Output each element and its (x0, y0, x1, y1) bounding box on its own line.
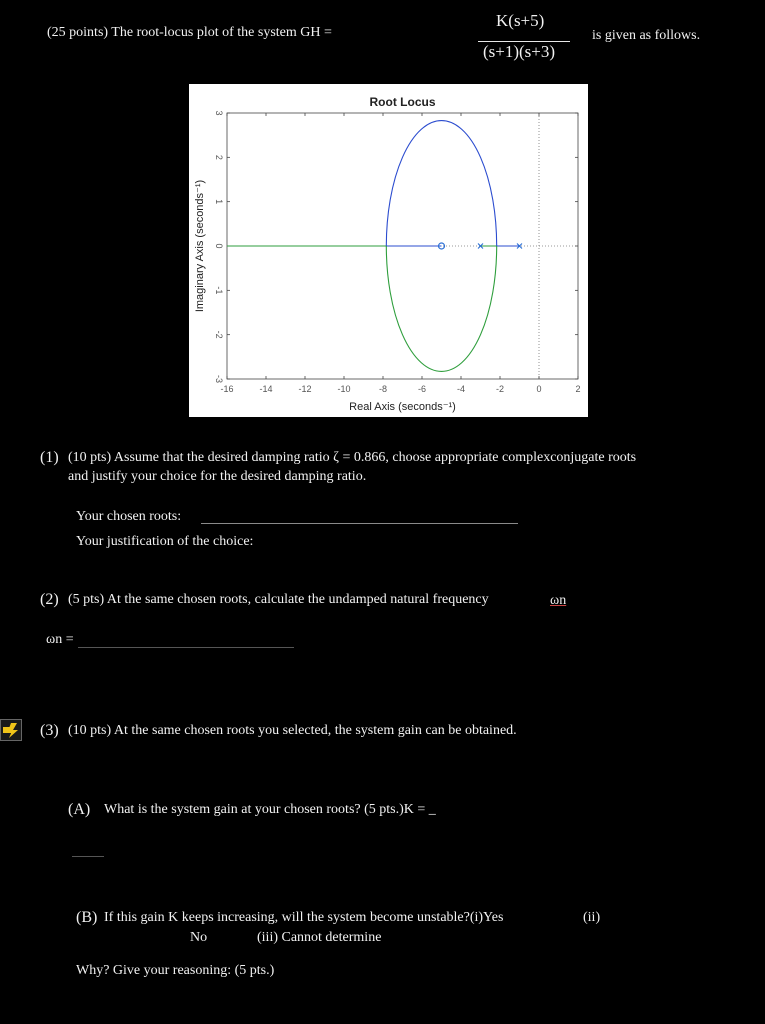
y-tick-label: -3 (214, 374, 224, 384)
omega-n-symbol: ωn (550, 593, 567, 608)
omega-n-label: ωn = (46, 632, 74, 647)
omega-answer-line[interactable] (78, 647, 294, 648)
x-tick-label: -16 (220, 384, 234, 394)
problem-intro: (25 points) The root-locus plot of the system GH = (47, 25, 332, 40)
y-tick-label: 2 (214, 154, 224, 160)
tf-numerator: K(s+5) (496, 11, 545, 30)
y-tick-label: -1 (214, 286, 224, 295)
x-tick-label: -4 (456, 384, 466, 394)
part1-text-line2: and justify your choice for the desired damping ratio. (68, 469, 367, 484)
option-ii[interactable]: (ii) (583, 910, 601, 925)
gain-answer-line[interactable] (72, 856, 104, 857)
reasoning-label: Why? Give your reasoning: (5 pts.) (76, 963, 275, 978)
option-no[interactable]: No (190, 930, 208, 945)
part1-number: (1) (40, 449, 59, 466)
y-axis-label: Imaginary Axis (seconds⁻¹) (194, 179, 206, 313)
y-tick-label: 1 (214, 199, 224, 205)
x-tick-label: -14 (259, 384, 273, 394)
roots-label: Your chosen roots: (76, 509, 182, 524)
roots-answer-line[interactable] (201, 523, 518, 524)
justification-label: Your justification of the choice: (76, 534, 254, 549)
part3b-text: If this gain K keeps increasing, will the system become unstable?(i)Yes (104, 910, 504, 925)
x-tick-label: -8 (378, 384, 388, 394)
part3a-text: What is the system gain at your chosen roots? (5 pts.)K = _ (104, 802, 436, 817)
problem-intro-suffix: is given as follows. (592, 28, 701, 43)
part3-number: (3) (40, 722, 59, 739)
y-tick-label: 3 (214, 110, 224, 116)
tf-denominator: (s+1)(s+3) (483, 42, 556, 61)
part2-text: (5 pts) At the same chosen roots, calculate the undamped natural frequency (68, 592, 489, 607)
x-tick-label: -6 (417, 384, 427, 394)
root-locus-figure (189, 84, 588, 417)
edit-icon[interactable] (0, 719, 22, 741)
chart-title: Root Locus (369, 95, 436, 109)
part3b-label: (B) (76, 909, 98, 926)
x-tick-label: -2 (495, 384, 505, 394)
part3a-label: (A) (68, 801, 91, 818)
y-tick-label: 0 (214, 243, 224, 249)
x-tick-label: -12 (298, 384, 312, 394)
part3-text: (10 pts) At the same chosen roots you selected, the system gain can be obtained. (68, 723, 517, 738)
part2-number: (2) (40, 591, 59, 608)
x-axis-label: Real Axis (seconds⁻¹) (349, 401, 456, 413)
root-locus-chart (189, 84, 588, 417)
x-tick-label: 0 (536, 384, 542, 394)
part1-text-line1: (10 pts) Assume that the desired damping ratio ζ = 0.866, choose appropriate complexconjugate roots (68, 450, 637, 465)
x-tick-label: -10 (337, 384, 351, 394)
option-iii[interactable]: (iii) Cannot determine (257, 930, 382, 945)
y-tick-label: -2 (214, 330, 224, 339)
x-tick-label: 2 (575, 384, 581, 394)
